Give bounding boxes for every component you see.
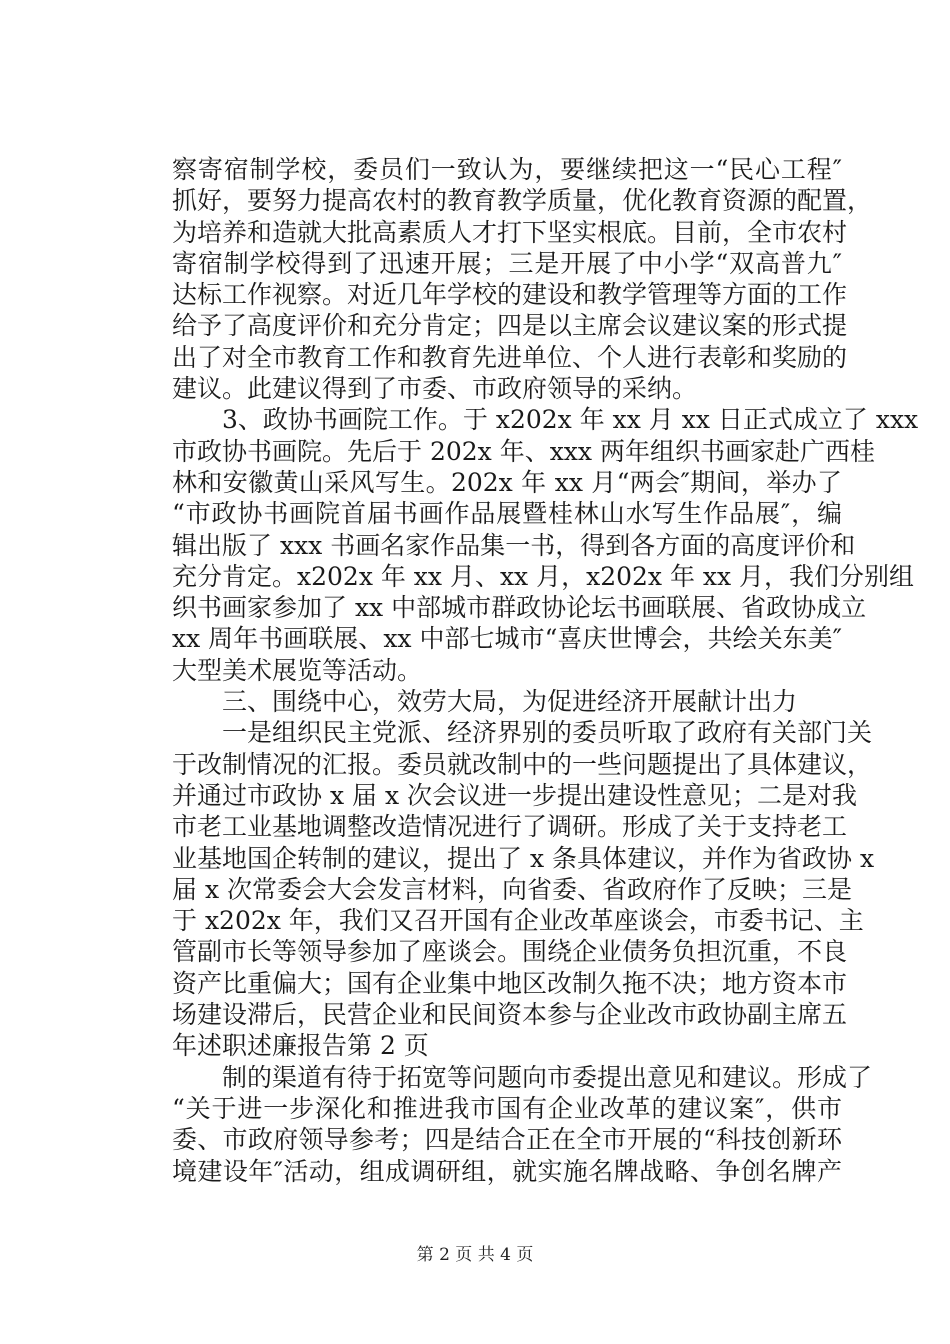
text-line: “市政协书画院首届书画作品展暨桂林山水写生作品展″，编 (172, 499, 842, 529)
text-line: 一是组织民主党派、经济界别的委员听取了政府有关部门关 (172, 718, 873, 748)
text-line: 资产比重偏大；国有企业集中地区改制久拖不决；地方资本市 (172, 968, 848, 998)
text-line: 织书画家参加了 xx 中部城市群政协论坛书画联展、省政协成立 (172, 593, 867, 623)
text-line: 年述职述廉报告第 2 页 (172, 1031, 429, 1061)
text-line: 场建设滞后，民营企业和民间资本参与企业改市政协副主席五 (172, 1000, 848, 1030)
text-line: 委、市政府领导参考；四是结合正在全市开展的“科技创新环 (172, 1125, 842, 1155)
text-line: 于 x202x 年，我们又召开国有企业改革座谈会，市委书记、主 (172, 906, 864, 936)
text-line: 境建设年″活动，组成调研组，就实施名牌战略、争创名牌产 (172, 1156, 842, 1186)
text-line: 于改制情况的汇报。委员就改制中的一些问题提出了具体建议， (172, 749, 873, 779)
body-text (172, 154, 919, 1187)
page-footer: 第 2 页 共 4 页 (416, 1245, 534, 1265)
text-line: 三、围绕中心，效劳大局，为促进经济开展献计出力 (172, 687, 798, 717)
text-line: 建议。此建议得到了市委、市政府领导的采纳。 (172, 374, 698, 404)
text-line: xx 周年书画联展、xx 中部七城市“喜庆世博会，共绘关东美″ (172, 624, 842, 654)
text-line: “关于进一步深化和推进我市国有企业改革的建议案″，供市 (172, 1093, 842, 1123)
text-line: 察寄宿制学校，委员们一致认为，要继续把这一“民心工程″ (172, 155, 842, 184)
text-line: 3、政协书画院工作。于 x202x 年 xx 月 xx 日正式成立了 xxx (172, 405, 919, 435)
text-line: 届 x 次常委会大会发言材料，向省委、省政府作了反映；三是 (172, 874, 852, 904)
text-line: 达标工作视察。对近几年学校的建设和教学管理等方面的工作 (172, 280, 848, 310)
text-line: 为培养和造就大批高素质人才打下坚实根底。目前，全市农村 (172, 217, 848, 247)
text-line: 制的渠道有待于拓宽等问题向市委提出意见和建议。形成了 (172, 1062, 873, 1092)
text-line: 业基地国企转制的建议，提出了 x 条具体建议，并作为省政协 x (172, 843, 875, 873)
text-line: 林和安徽黄山采风写生。202x 年 xx 月“两会″期间，举办了 (172, 467, 842, 497)
text-line: 管副市长等领导参加了座谈会。围绕企业债务负担沉重，不良 (172, 937, 848, 967)
text-line: 市老工业基地调整改造情况进行了调研。形成了关于支持老工 (172, 812, 848, 842)
text-line: 抓好，要努力提高农村的教育教学质量，优化教育资源的配置， (172, 186, 873, 216)
text-line: 充分肯定。x202x 年 xx 月、xx 月，x202x 年 xx 月，我们分别组 (172, 561, 915, 591)
text-line: 辑出版了 xxx 书画名家作品集一书，得到各方面的高度评价和 (172, 530, 856, 560)
text-line: 给予了高度评价和充分肯定；四是以主席会议建议案的形式提 (172, 311, 848, 341)
text-line: 市政协书画院。先后于 202x 年、xxx 两年组织书画家赴广西桂 (172, 436, 875, 466)
text-line: 并通过市政协 x 届 x 次会议进一步提出建设性意见；二是对我 (172, 780, 857, 810)
text-line: 寄宿制学校得到了迅速开展；三是开展了中小学“双高普九″ (172, 248, 842, 278)
text-line: 出了对全市教育工作和教育先进单位、个人进行表彰和奖励的 (172, 342, 848, 372)
text-line: 大型美术展览等活动。 (172, 655, 423, 685)
